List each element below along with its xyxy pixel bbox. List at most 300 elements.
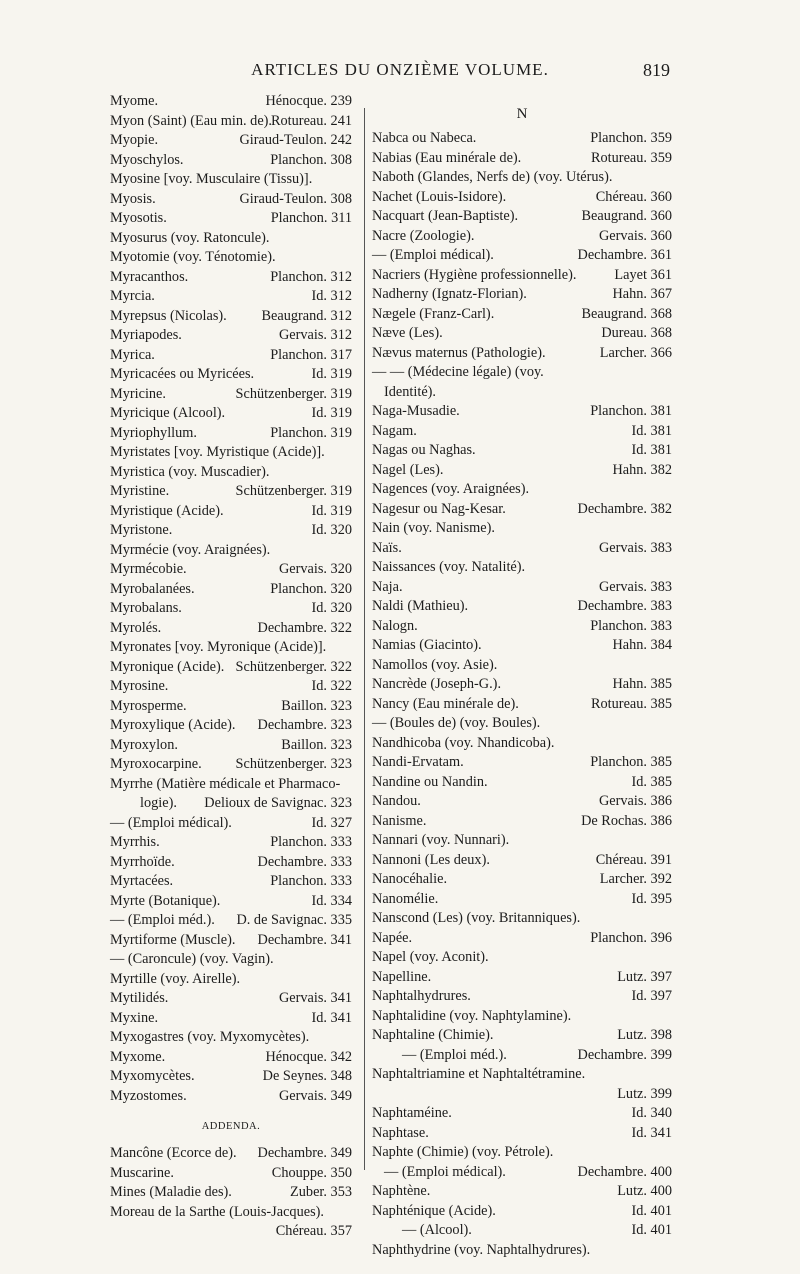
entry-term: Myosis. <box>110 190 156 207</box>
entry-term: Nagesur ou Nag-Kesar. <box>372 500 506 517</box>
entry-term: Myrte (Botanique). <box>110 892 221 909</box>
index-entry <box>110 365 352 385</box>
entry-term: Naphténique (Acide). <box>372 1202 496 1219</box>
index-entry <box>372 246 672 266</box>
index-entry <box>372 1026 672 1046</box>
index-entry <box>110 560 352 580</box>
entry-author-page: Planchon. 319 <box>270 424 352 441</box>
entry-term: Nannoni (Les deux). <box>372 851 490 868</box>
entry-author-page: Rotureau. 359 <box>591 149 672 166</box>
index-entry <box>372 968 672 988</box>
entry-author-page: Dechambre. 382 <box>577 500 672 517</box>
entry-author-page: Planchon. 381 <box>590 403 672 419</box>
index-entry <box>110 931 352 951</box>
index-entry <box>372 675 672 695</box>
entry-author-page: Gervais. 349 <box>278 1087 352 1104</box>
entry-term: — (Boules de) (voy. Boules). <box>372 715 541 731</box>
index-entry <box>110 716 352 736</box>
entry-term: Nandine ou Nandin. <box>372 773 488 790</box>
entry-author-page: Hahn. 385 <box>612 676 672 692</box>
index-entry <box>110 170 352 190</box>
entry-term: Muscarine. <box>110 1164 174 1181</box>
entry-author-page: Planchon. 311 <box>270 210 352 226</box>
entry-term: Naphte (Chimie) (voy. Pétrole). <box>372 1144 554 1160</box>
index-entry <box>372 266 672 286</box>
entry-term: Myrrhoïde. <box>110 853 175 870</box>
entry-author-page: Gervais. 383 <box>598 578 672 595</box>
index-entry <box>110 911 352 931</box>
addenda-entry-list <box>110 1144 352 1242</box>
index-entry <box>110 521 352 541</box>
left-column <box>110 92 352 1242</box>
entry-term: Myriophyllum. <box>110 424 197 441</box>
entry-term: — (Alcool). <box>402 1222 472 1238</box>
entry-term: Mytilidés. <box>110 990 169 1006</box>
entry-term: Nabias (Eau minérale de). <box>372 149 522 166</box>
entry-term: Naphthydrine (voy. Naphtalhydrures). <box>372 1241 591 1258</box>
entry-term: Naphtaltriamine et Naphtaltétramine. <box>372 1066 586 1082</box>
entry-term: Myosine [voy. Musculaire (Tissu)]. <box>110 171 313 187</box>
entry-term: Myristica (voy. Muscadier). <box>110 463 270 480</box>
index-entry <box>110 970 352 990</box>
entry-author-page: Schützenberger. 319 <box>235 483 352 499</box>
index-entry <box>110 346 352 366</box>
index-entry <box>110 112 352 132</box>
index-entry <box>372 753 672 773</box>
index-entry <box>372 1007 672 1027</box>
entry-term: Nannari (voy. Nunnari). <box>372 832 510 848</box>
entry-author-page: Chouppe. 350 <box>271 1164 352 1181</box>
entry-term: Myrobalanées. <box>110 580 195 597</box>
index-entry <box>372 1104 672 1124</box>
running-title: ARTICLES DU ONZIÈME VOLUME. <box>251 60 549 79</box>
entry-term: Myome. <box>110 93 159 109</box>
index-entry <box>110 326 352 346</box>
entry-term: Myriapodes. <box>110 327 182 343</box>
entry-author-page: Dechambre. 349 <box>257 1145 352 1161</box>
entry-author-page: Chéreau. 357 <box>275 1223 352 1239</box>
entry-term: Myrolés. <box>110 619 162 636</box>
index-entry <box>372 149 672 169</box>
index-entry <box>110 736 352 756</box>
entry-author-page: Dechambre. 322 <box>257 619 352 636</box>
entry-term: Nandhicoba (voy. Nhandicoba). <box>372 734 555 751</box>
entry-term: Myotomie (voy. Ténotomie). <box>110 249 276 265</box>
column-divider <box>364 108 365 1170</box>
entry-term: Myrtacées. <box>110 873 174 889</box>
index-entry <box>372 519 672 539</box>
entry-term: Myronique (Acide). <box>110 658 225 675</box>
entry-author-page: Lutz. 398 <box>617 1027 672 1043</box>
entry-term: Myronates [voy. Myronique (Acide)]. <box>110 639 327 655</box>
entry-author-page: Chéreau. 391 <box>595 851 672 868</box>
entry-term: Myxine. <box>110 1009 159 1026</box>
entry-term: Naphtène. <box>372 1183 431 1199</box>
index-entry <box>372 851 672 871</box>
entry-author-page: Hénocque. 239 <box>265 93 352 109</box>
entry-author-page: Baillon. 323 <box>281 736 352 753</box>
index-entry <box>372 909 672 929</box>
entry-term: Nandi-Ervatam. <box>372 754 464 770</box>
entry-author-page: Id. 340 <box>631 1105 672 1121</box>
entry-term: Myrcia. <box>110 288 155 304</box>
entry-author-page: Hahn. 367 <box>612 286 672 302</box>
entry-term: Myristates [voy. Myristique (Acide)]. <box>110 444 325 460</box>
entry-author-page: Hénocque. 342 <box>265 1048 352 1065</box>
entry-term: Identité). <box>384 383 437 400</box>
entry-term: Naja. <box>372 578 403 595</box>
index-entry <box>372 500 672 520</box>
entry-author-page: Id. 334 <box>311 892 352 909</box>
index-entry <box>372 1182 672 1202</box>
index-entry <box>372 1202 672 1222</box>
entry-author-page: Dechambre. 399 <box>577 1046 672 1063</box>
index-entry <box>110 209 352 229</box>
index-entry <box>372 207 672 227</box>
index-entry <box>110 775 352 795</box>
index-entry <box>110 404 352 424</box>
index-entry <box>372 870 672 890</box>
entry-author-page: Baillon. 323 <box>281 697 352 714</box>
entry-author-page: Planchon. 396 <box>590 929 672 946</box>
entry-author-page: Id. 341 <box>311 1009 352 1026</box>
entry-term: Myrosine. <box>110 678 169 694</box>
entry-term: Myristine. <box>110 483 170 499</box>
entry-term: Napelline. <box>372 968 432 985</box>
entry-author-page: Id. 327 <box>311 814 352 831</box>
entry-author-page: Delioux de Savignac. 323 <box>204 795 352 811</box>
entry-author-page: Beaugrand. 368 <box>581 305 672 322</box>
entry-term: — — (Médecine légale) (voy. <box>372 364 544 380</box>
entry-author-page: De Seynes. 348 <box>262 1068 352 1084</box>
index-entry <box>110 950 352 970</box>
index-entry <box>372 129 672 149</box>
entry-author-page: Dechambre. 323 <box>257 717 352 733</box>
entry-author-page: Gervais. 360 <box>598 227 672 244</box>
index-entry <box>110 599 352 619</box>
entry-author-page: Id. 381 <box>631 442 672 458</box>
index-entry <box>110 989 352 1009</box>
entry-author-page: Schützenberger. 323 <box>235 756 352 772</box>
entry-author-page: Planchon. 317 <box>270 346 352 363</box>
index-entry <box>110 814 352 834</box>
entry-author-page: Beaugrand. 312 <box>261 307 352 324</box>
entry-author-page: Dechambre. 383 <box>577 598 672 614</box>
entry-term: Mines (Maladie des). <box>110 1184 232 1200</box>
left-entry-list <box>110 92 352 1106</box>
index-entry <box>372 831 672 851</box>
index-entry <box>372 1124 672 1144</box>
entry-author-page: Lutz. 400 <box>617 1183 672 1199</box>
entry-term: Myrtille (voy. Airelle). <box>110 970 241 987</box>
index-entry <box>110 658 352 678</box>
right-entry-list <box>372 129 672 1260</box>
entry-author-page: Id. 319 <box>311 405 352 421</box>
entry-author-page: Planchon. 308 <box>270 151 352 168</box>
index-entry <box>372 734 672 754</box>
index-entry <box>110 131 352 151</box>
entry-term: Naphtase. <box>372 1124 429 1141</box>
entry-term: Nagel (Les). <box>372 461 444 478</box>
entry-term: Nalogn. <box>372 617 418 634</box>
entry-author-page: Rotureau. 385 <box>591 695 672 712</box>
index-entry <box>372 792 672 812</box>
entry-author-page: Giraud-Teulon. 308 <box>239 190 352 207</box>
entry-term: Myrica. <box>110 346 155 363</box>
entry-term: Myristique (Acide). <box>110 502 224 519</box>
index-entry <box>372 773 672 793</box>
index-entry <box>110 92 352 112</box>
entry-author-page: Planchon. 385 <box>590 754 672 770</box>
index-entry <box>372 402 672 422</box>
entry-author-page: Larcher. 366 <box>599 344 672 361</box>
entry-author-page: Gervais. 383 <box>598 539 672 556</box>
entry-term: Naphtalidine (voy. Naphtylamine). <box>372 1007 572 1024</box>
entry-term: Nagas ou Naghas. <box>372 442 476 458</box>
entry-term: Myoschylos. <box>110 151 184 168</box>
entry-term: Myrrhe (Matière médicale et Pharmaco- <box>110 775 341 792</box>
index-entry <box>110 853 352 873</box>
index-entry <box>372 578 672 598</box>
entry-term: Myrepsus (Nicolas). <box>110 307 227 324</box>
index-entry <box>110 502 352 522</box>
entry-author-page: Planchon. 333 <box>270 834 352 850</box>
index-entry <box>110 677 352 697</box>
index-entry <box>372 890 672 910</box>
entry-term: Myon (Saint) (Eau min. de). <box>110 112 272 129</box>
index-entry <box>110 833 352 853</box>
entry-author-page: Id. 341 <box>631 1124 672 1141</box>
entry-term: Napel (voy. Aconit). <box>372 949 489 965</box>
index-entry <box>110 1144 352 1164</box>
entry-author-page: Id. 319 <box>311 502 352 519</box>
index-entry <box>372 344 672 364</box>
entry-author-page: Dechambre. 400 <box>577 1163 672 1180</box>
entry-author-page: Id. 319 <box>311 366 352 382</box>
entry-author-page: Dechambre. 333 <box>257 853 352 870</box>
index-entry <box>110 1222 352 1242</box>
entry-term: — (Emploi médical). <box>110 814 232 831</box>
entry-term: — (Emploi médical). <box>372 247 494 263</box>
entry-author-page: Id. 385 <box>631 773 672 790</box>
entry-author-page: Id. 395 <box>631 890 672 907</box>
entry-author-page: Planchon. 383 <box>590 617 672 634</box>
entry-author-page: Giraud-Teulon. 242 <box>239 132 352 148</box>
entry-term: Myrrhis. <box>110 834 160 850</box>
entry-term: — (Emploi méd.). <box>110 912 215 928</box>
index-entry <box>110 1009 352 1029</box>
entry-term: Nægele (Franz-Carl). <box>372 305 495 322</box>
index-entry <box>110 755 352 775</box>
index-entry <box>372 324 672 344</box>
entry-author-page: Dechambre. 361 <box>577 247 672 263</box>
index-entry <box>110 307 352 327</box>
entry-term: Naissances (voy. Natalité). <box>372 559 526 575</box>
entry-author-page: Schützenberger. 319 <box>235 385 352 402</box>
entry-term: Nanisme. <box>372 812 427 829</box>
entry-term: Nain (voy. Nanisme). <box>372 520 495 536</box>
entry-term: Myxome. <box>110 1048 166 1065</box>
index-entry <box>110 287 352 307</box>
index-entry <box>110 385 352 405</box>
entry-author-page: Layet 361 <box>614 266 672 283</box>
entry-term: Myrmécobie. <box>110 561 187 577</box>
entry-term: Myrtiforme (Muscle). <box>110 931 236 948</box>
index-entry <box>110 248 352 268</box>
entry-term: Nagences (voy. Araignées). <box>372 481 530 497</box>
entry-term: Myricine. <box>110 385 166 402</box>
entry-term: Naphtaline (Chimie). <box>372 1027 494 1043</box>
index-entry <box>110 229 352 249</box>
index-entry <box>110 463 352 483</box>
entry-author-page: Id. 320 <box>311 522 352 538</box>
entry-term: Naïs. <box>372 539 402 556</box>
entry-term: Naldi (Mathieu). <box>372 598 469 614</box>
entry-term: Nancrède (Joseph-G.). <box>372 676 502 692</box>
index-entry <box>372 617 672 637</box>
page-header <box>0 60 800 84</box>
entry-author-page: Gervais. 386 <box>598 793 672 809</box>
entry-term: Myrmécie (voy. Araignées). <box>110 541 271 558</box>
page-number: 819 <box>643 60 670 80</box>
entry-term: Mancône (Ecorce de). <box>110 1145 237 1161</box>
index-entry <box>372 1241 672 1261</box>
entry-term: Napée. <box>372 929 413 946</box>
entry-author-page: Chéreau. 360 <box>595 188 672 205</box>
entry-term: Nancy (Eau minérale de). <box>372 695 519 712</box>
index-entry <box>372 929 672 949</box>
index-entry <box>372 558 672 578</box>
entry-author-page: Larcher. 392 <box>599 871 672 887</box>
entry-term: Nævus maternus (Pathologie). <box>372 344 546 361</box>
index-entry <box>372 383 672 403</box>
index-entry <box>110 151 352 171</box>
index-entry <box>372 597 672 617</box>
entry-term: Nacquart (Jean-Baptiste). <box>372 208 519 224</box>
entry-author-page: Lutz. 397 <box>617 968 672 985</box>
entry-author-page: Gervais. 320 <box>278 561 352 577</box>
index-entry <box>372 285 672 305</box>
index-entry <box>372 812 672 832</box>
entry-author-page: Planchon. 359 <box>590 130 672 146</box>
entry-term: Moreau de la Sarthe (Louis-Jacques). <box>110 1203 324 1220</box>
entry-author-page: Lutz. 399 <box>617 1085 672 1102</box>
entry-author-page: Planchon. 333 <box>270 873 352 889</box>
entry-author-page: De Rochas. 386 <box>581 812 672 829</box>
entry-author-page: Beaugrand. 360 <box>581 208 672 224</box>
entry-term: Nadherny (Ignatz-Florian). <box>372 286 527 302</box>
index-entry <box>372 363 672 383</box>
index-entry <box>110 482 352 502</box>
index-entry <box>372 948 672 968</box>
index-entry <box>110 1028 352 1048</box>
index-entry <box>372 1163 672 1183</box>
entry-author-page: Id. 381 <box>631 422 672 439</box>
index-entry <box>110 424 352 444</box>
index-entry <box>110 872 352 892</box>
entry-author-page: Id. 320 <box>311 600 352 616</box>
entry-author-page: Gervais. 312 <box>278 327 352 343</box>
index-entry <box>372 188 672 208</box>
entry-term: Naga-Musadie. <box>372 403 460 419</box>
right-column <box>372 103 672 1260</box>
index-entry <box>372 441 672 461</box>
entry-term: Myosurus (voy. Ratoncule). <box>110 229 270 246</box>
index-entry <box>372 461 672 481</box>
entry-term: Namollos (voy. Asie). <box>372 656 498 673</box>
index-entry <box>110 190 352 210</box>
index-entry <box>372 1085 672 1105</box>
entry-author-page: Id. 401 <box>631 1222 672 1238</box>
entry-term: Namias (Giacinto). <box>372 637 482 653</box>
entry-term: Naphtalhydrures. <box>372 988 471 1004</box>
index-entry <box>110 1048 352 1068</box>
entry-term: Myroxylon. <box>110 736 178 753</box>
index-entry <box>110 1067 352 1087</box>
index-entry <box>372 1143 672 1163</box>
entry-term: Myricacées ou Myricées. <box>110 366 255 382</box>
index-entry <box>110 697 352 717</box>
entry-term: Myristone. <box>110 522 173 538</box>
entry-term: Myroxylique (Acide). <box>110 717 236 733</box>
entry-term: Myrosperme. <box>110 697 187 714</box>
index-entry <box>110 1087 352 1107</box>
index-entry <box>110 794 352 814</box>
index-entry <box>372 656 672 676</box>
entry-term: logie). <box>140 795 177 811</box>
index-entry <box>372 168 672 188</box>
index-entry <box>372 1065 672 1085</box>
entry-author-page: D. de Savignac. 335 <box>236 912 352 928</box>
entry-term: Myxogastres (voy. Myxomycètes). <box>110 1029 310 1045</box>
entry-term: Nanscond (Les) (voy. Britanniques). <box>372 910 581 926</box>
entry-author-page: Zuber. 353 <box>290 1184 352 1200</box>
entry-term: Næve (Les). <box>372 325 443 341</box>
index-entry <box>372 695 672 715</box>
index-entry <box>372 714 672 734</box>
entry-term: Myxomycètes. <box>110 1068 195 1084</box>
entry-term: — (Emploi médical). <box>384 1163 506 1180</box>
index-entry <box>110 638 352 658</box>
entry-author-page: Hahn. 382 <box>612 461 672 478</box>
index-entry <box>110 1164 352 1184</box>
index-entry <box>372 539 672 559</box>
entry-term: Nacre (Zoologie). <box>372 227 475 244</box>
index-entry <box>110 892 352 912</box>
entry-term: Nagam. <box>372 422 417 439</box>
index-entry <box>110 580 352 600</box>
index-entry <box>372 305 672 325</box>
index-entry <box>372 480 672 500</box>
entry-author-page: Planchon. 320 <box>270 580 352 597</box>
entry-author-page: Dureau. 368 <box>601 325 672 341</box>
entry-term: Myzostomes. <box>110 1087 187 1104</box>
entry-term: — (Emploi méd.). <box>402 1046 507 1063</box>
entry-term: Myopie. <box>110 132 159 148</box>
entry-author-page: Gervais. 341 <box>278 990 352 1006</box>
entry-term: Myricique (Alcool). <box>110 405 226 421</box>
entry-author-page: Hahn. 384 <box>612 637 672 653</box>
entry-term: Myosotis. <box>110 210 167 226</box>
entry-author-page: Planchon. 312 <box>270 268 352 285</box>
index-entry <box>372 636 672 656</box>
entry-term: Nandou. <box>372 793 421 809</box>
index-entry <box>372 422 672 442</box>
section-letter-heading: N <box>516 106 528 122</box>
entry-term: Myrobalans. <box>110 600 182 616</box>
entry-term: Naphtaméine. <box>372 1105 452 1121</box>
index-entry <box>110 1183 352 1203</box>
